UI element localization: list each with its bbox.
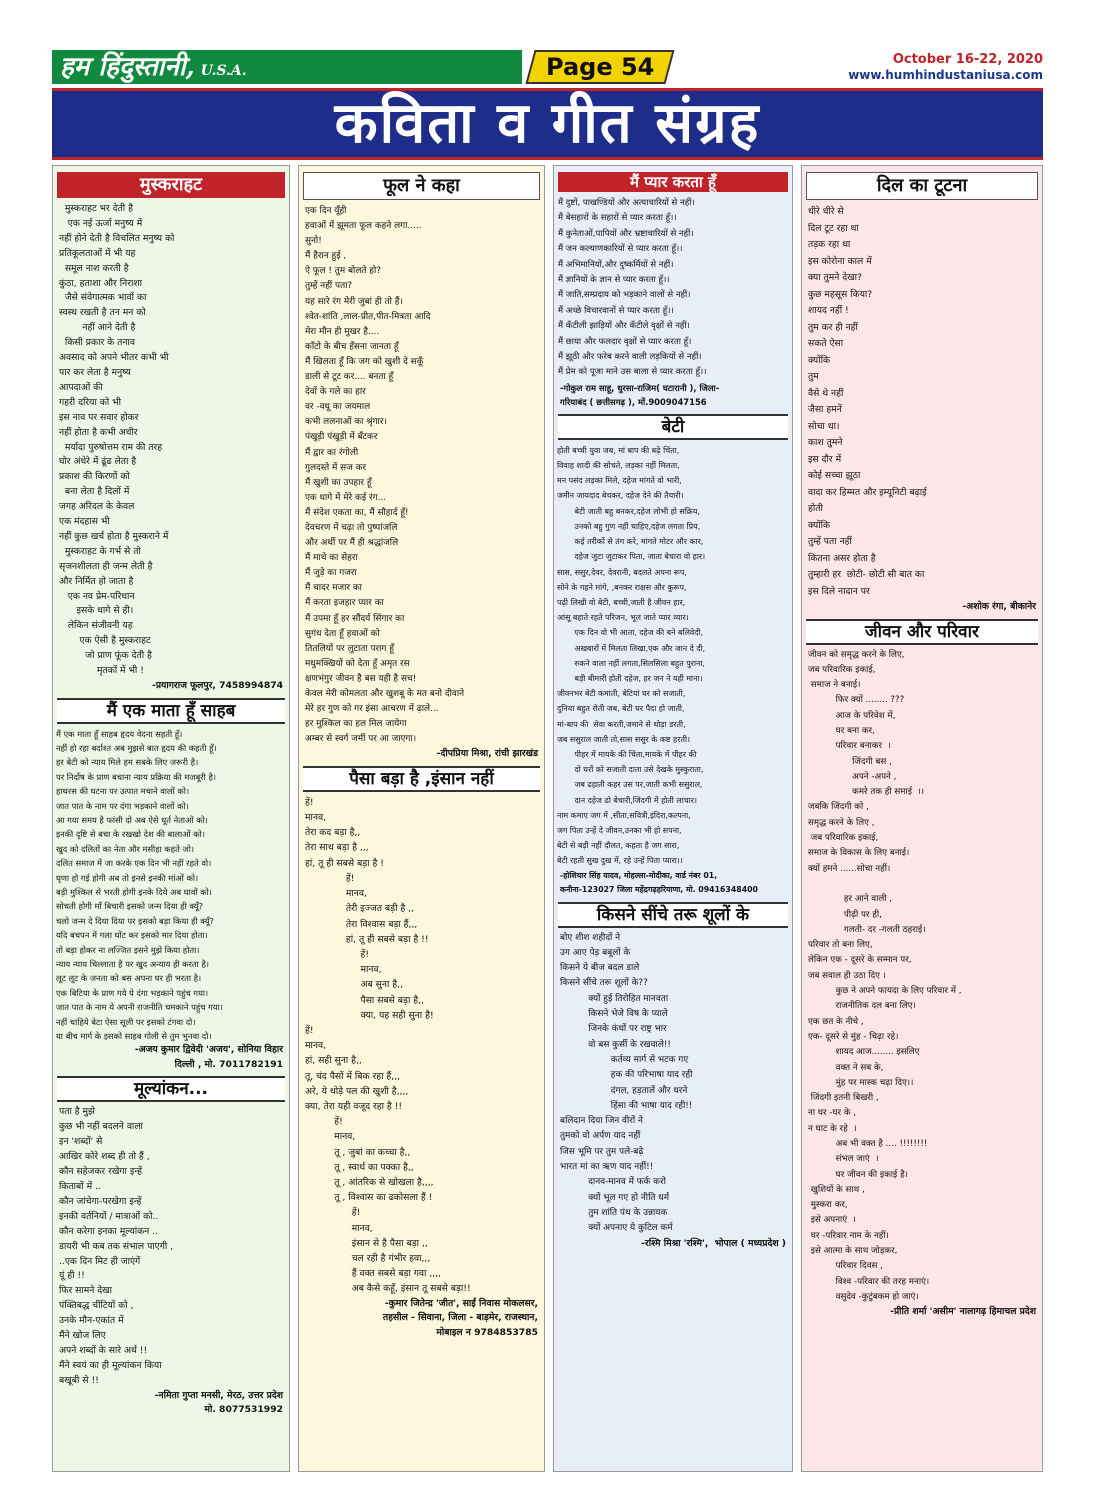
poem-author-mata: -अजय कुमार द्विवेदी 'अजय', सोनिया विहार दिल्ली , मो. 7011782191 — [134, 1044, 283, 1070]
poem-title-jeevan: जीवन और परिवार — [806, 619, 1038, 645]
page-number: Page 54 — [545, 53, 655, 81]
column-1 — [52, 165, 290, 1472]
poem-author-jeevan: -प्रीति शर्मा 'असीम' नालागढ़ हिमाचल प्रदेश — [890, 1306, 1036, 1318]
page-number-badge — [525, 50, 674, 84]
poem-title-kisne: किसने सींचे तरू शूलों के — [558, 902, 788, 928]
poem-author-beti: -होशियार सिंह यादव, मोहल्ला-मोदीका, वार्ड नंबर 01, कनीना-123027 जिला महेंद्रगढ़हरियाणा, मो. 09416348400 — [560, 870, 758, 895]
brand-name: हम हिंदुस्तानी, — [60, 52, 195, 82]
poem-author-mulyankan: -नमिता गुप्ता मनसी, मेरठ, उत्तर प्रदेश मो. 8077531992 — [154, 1389, 283, 1416]
column-3 — [553, 165, 793, 1472]
poem-author-dil: -अशोक रंगा, बीकानेर — [962, 601, 1036, 612]
poem-title-beti: बेटी — [558, 414, 788, 440]
poem-title-pyar: मैं प्यार करता हूँ — [558, 172, 788, 192]
poem-title-muskurahat: मुस्कराहट — [57, 172, 285, 198]
newspaper-brand — [52, 50, 522, 84]
poem-body-jeevan: जीवन को समृद्ध करने के लिए, जब परिवारिक इकाई, समाज ने बनाई। फिर क्यों ........ ??? आज के परिवेश में, घर बना कर, परिवार बनाकर । जिंदगी बस , अपने -अपने , कमरे तक ही समाई ।। जबकि जिंदगी को , समृद्ध करने के लिए , जब परिवारिक इकाई, समाज के विकास के लिए बनाई। क्यों हमने ......सोचा नहीं। हर आने वाली , पीढ़ी पर ही, गलती- दर -गलती ठहराई। परिवार तो बना लिए, लेकिन एक - दूसरे के सम्मान पर, जब सवाल ही उठा दिए । कुछ ने अपने फायदा के लिए परिवार में , राजनीतिक दल बना लिए। एक छत के नीचे , एक- दूसरे से मुंह - चिढ़ा रहे। शायद आज........ इसलिए वक्त ने सब के, मुंह पर मास्क चढ़ा दिए।। जिंदगी इतनी बिखरी , ना घर -घर के , न घाट के रहे । अब भी वक्त है .... !!!!!!!! संभल जाएं । घर जीवन की इकाई है। खुशियों के साथ , मुस्करा कर, इसे अपनाएं । घर -परिवार नाम के नहीं। इसे आत्मा के साथ जोड़कर, परिवार दिवस , विश्व -परिवार की तरह मनाएं। वसुदेव -कुटुंबकम हो जाएं। — [808, 649, 962, 1302]
poem-body-phool: एक दिन यूँही हवाओं में झूमता फूल कहने लगा..... सुनो! मैं हैरान हुई , ऐ फूल ! तुम बोलते हो? तुम्हें नहीं पता? यह सारे रंग मेरी जुबां ही तो हैं। श्वेत-शांति ,लाल-प्रीत,पीत-मित्रता आदि मेरा मौन ही मुखर है.... काँटो के बीच हँसना जानता हूँ मैं खिलता हूँ कि जग को खुशी दे सकूँ डाली से टूट कर.... बनता हूँ देवों के गले का हार वर -वधू का जयमाल कभी ललनाओं का श्रृंगार। पंखुड़ी पंखुड़ी में बँटकर मैं द्वार का रंगोली गुलदस्ते में सज कर मैं खुशी का उपहार हूँ एक धागे में मेरे कई रंग... मैं संदेश एकता का, मैं सौहार्द हूँ! देवचरण में चढ़ा तो पुष्पांजलि और अर्थी पर मैं ही श्रद्धांजलि मैं माथे का सेहरा मैं जुड़े का गजरा मैं चादर मजार का मैं करता इजहार प्यार का मैं उपमा हूँ हर सौंदर्य सिंगार का सुगंध देता हूँ हवाओं को तितलियों पर लुटाता पराग हूँ मधुमक्खियों को देता हूँ अमृत रस क्षणभंगुर जीवन है बस यही है सच! केवल मेरी कोमलता और खुशबू के मत बनो दीवाने मेरे हर गुण को गर इंसा आचरण में ढ़ाले... हर मुश्किल का हल मिल जायेगा अम्बर से स्वर्ग जमीं पर आ जाएगा। — [305, 206, 465, 745]
poem-title-mulyankan: मूल्यांकन... — [57, 1076, 285, 1102]
poem-title-mata: मैं एक माता हूँ साहब — [57, 698, 285, 724]
section-banner: कविता व गीत संग्रह — [52, 88, 1043, 160]
column-4 — [801, 165, 1043, 1472]
poem-title-paisa: पैसा बड़ा है ,इंसान नहीं — [303, 766, 540, 792]
website-link[interactable]: www.humhindustaniusa.com — [848, 68, 1043, 82]
poem-body-kisne: बोए शीश शहीदों ने उग आए पेड़ बबूलों के किसने ये बीज बदल डाले किसने सींचे तरू शूलों के?? क्यों हुई तिरोहित मानवता किसने भेजे विष के प्याले जिनके कंधों पर राष्ट्र भार वो बस कुर्सी के रखवाले!! कर्तव्य मार्ग से भटक गए हक की परिभाषा याद रही दंगल, हड़तालें और धरने हिंसा की भाषा याद रही!! बलिदान दिया जिन वीरों ने तुमको वो अर्पण याद नहीं जिस भूमि पर तुम पले-बढ़े भारत मां का ऋण याद नहीं!! दानव-मानव में फर्क करो क्यों भूल गए हो नीति धर्म तुम शांति पंथ के उन्नायक क्यों अपनाए ये कुटिल कर्म — [560, 932, 693, 1234]
poem-body-paisa: हें! मानव, तेरा कद बड़ा है,, तेरा साथ बड़ा है ,,, हां, तू ही सबसे बड़ा है ! हें! मानव, तेरी इज्जत बड़ी है ,, तेरा विश्वास बड़ा हैं,,, हां, तू ही सबसे बड़ा है !! हें! मानव, अब सुना है,, पैसा सबसे बड़ा है,, क्या, यह सही सुना है! हें! मानव, हां, सही सुना है,, तू, चंद पैसों में बिक रहा हैं,,, अरे, ये थोड़े पल की खुशी है,,,, क्या, तेरा यही वजूद रहा है !! हें! मानव, तू , जुबां का कच्चा है,, तू , स्वार्थ का पक्का है,, तू , आंतरिक से खोखला है,,,, तू , विश्वास का ढकोसला हैं ! हें! मानव, इंसान से है पैसा बड़ा ,, चल रही है गंभीर हवा,,, हैं वक्त सबसे बड़ा गवा ,,,, अब कैसे कहूँ, इंसान तू सबसे बड़ा!! — [305, 796, 471, 1295]
poem-title-dil: दिल का टूटना — [806, 172, 1038, 200]
column-2 — [298, 165, 545, 1472]
poem-body-mulyankan: पता है मुझे कुछ भी नहीं बदलने वाला इन 'शब्दों' से आखिर कोरे शब्द ही तो हैं , कौन सहेजकर रखेगा इन्हें किताबों में .. कौन जांचेगा-परखेगा इन्हें इनकी वर्तनियों / मात्राओं को.. कौन करेगा इनका मूल्यांकन .. डायरी भी कब तक संभाल पाएगी , ..एक दिन मिट ही जाएंगें यूं ही !! फिर सामने देखा पंक्तिबद्ध चींटियों को , उनके मौन-एकांत में मैंने खोज लिए अपने शब्दों के सारे अर्थ !! मैंने स्वयं का ही मूल्यांकन किया बखूबी से !! — [59, 1106, 174, 1386]
poem-author-muskurahat: -प्रयागराज फूलपुर, 7458994874 — [152, 680, 283, 691]
poem-author-kisne: -रश्मि मिश्रा 'रश्मि', भोपाल ( मध्यप्रदेश ) — [641, 1237, 786, 1249]
poem-body-pyar: मैं दुष्टों, पाखण्डियों और अत्याचारियों से नहीं। मैं बेसहारों के सहारों से प्यार करता हूँ।। मैं कुनेताओं,पापियों और भ्रष्टाचारियों से नहीं। मैं जन कल्याणकारियों से प्यार करता हूँ।। मैं अभिमानियों,और दुष्कर्मियों से नहीं। मैं ज्ञानियों के ज्ञान से प्यार करता हूँ।। मैं जाति,सम्प्रदाय को भड़काने वालों से नहीं। मैं अच्छे विचारवानों से प्यार करता हूँ।। मैं कँटीली झाड़ियों और कँटीले वृक्षों से नहीं। मैं छाया और फलदार वृक्षों से प्यार करता हूँ। मैं झूठी और फरेब करने वाली लड़कियों से नहीं। मैं प्रेम को पूजा माने उस बाला से प्यार करता हूँ।। — [558, 198, 707, 378]
brand-suffix: U.S.A. — [200, 63, 247, 79]
poem-body-mata: मैं एक माता हूँ साहब हृदय वेदना सहती हूँ। नहीं हो रहा बर्दाश्त अब मुझसे बात हृदय की कहती हूँ। हर बेटी को न्याय मिले हम सबके लिए जरूरी है। पर निर्दोष के प्राण बचाना न्याय प्रक्रिया की मजबूरी है। हाथरस की घटना पर उत्पात मचाने वालों को। जात पात के नाम पर दंगा भड़काने वालों को। आ गया समय है फांसी दो अब ऐसे धूर्त नेताओं को। इनकी दृष्टि से बचा के रखखो देश की बालाओं को। खुद को दलितों का नेता और मसीहा कहते जो। दलित समाज में जा करके एक दिन भी नहीं रहते वो। घृणा हो गई होगी अब तो इनसे इनकी मांओं को। बड़ी मुश्किल से भरती होगी इनके दिये अब घावों को। सोचती होगी माँ बिचारी इसको जन्म दिया ही क्यूँ? चलो जन्म दे दिया दिया पर इसको बड़ा किया ही क्यूँ? यदि बचपन में गला घोंट कर इसको मार दिया होता। तो बड़ा होकर ना लज्जित इसने मुझे किया होता। न्याय न्याय चिल्लाता है पर खुद अन्याय ही करता है। लूट लूट के जनता को बस अपना घर ही भरता है। एक बिटिया के प्राण गये ये दंगा भड़काने पहुंच गया। जात पात के नाम ये अपनी राजनीति चमकाने पहुंच गया। नहीं चाहिये बेटा ऐसा सूली पर इसको टंगवा दो। या बीच मार्ग के इसको साहब गोली से तुम भुनवा दो। — [56, 728, 223, 1042]
poem-body-beti: होती बच्ची युवा जब, मां बाप की बढ़े चिंता, विवाह शादी की सोचते, लड़का नहीं मिलता, मन पसंद लड़का मिले, दहेज मांगते वो भारी, जमीन जायदाद बेचकर, दहेज देने की तैयारी। बेटी जाती बहु बनकर,दहेज लोभी हो सक्रिय, उनको बहु गुण नहीं चाहिए,दहेज लगता प्रिय, कई तरीकों से तंग करे, मांगते मोटर और कार, दहेज जुटा जुटाकर पिता, जाता बेचारा वो हार। सास, ससुर,देवर, देवरानी, बदलते अपना रूप, सोने के गहने मांगे, ,बनकर राक्षस और कुरूप, पढ़ी लिखी वो बेटी, बच्ची,जाती है जीवन हार, आंसू बहाते रहते परिजन, भूल जाते प्यार व्यार। एक दिन वो भी आता, दहेज की बने बलिवेदी, अखबारों में मिलता लिखा,एक और जान दे दी, रुकने वाला नहीं लगता,सिलसिला बहुत पुराना, बड़ी बीमारी होती दहेज, हर जन ने यही माना। जीवनभर बेटी कमाती, बेटियां घर को सजाती, दुनिया बहुत रोती जब, बेटी घर पैदा हो जाती, मां-बाप की सेवा करती,जमाने से थोड़ा डरती, जब ससुराल जाती तो,सास ससुर के कष्ट हरती। पीहर में मायके की चिंता,मायके में पीहर की दो घरों को सजाती दाता उसे देखके मुस्कुराता, जब ढहाती कहर उस पर,जाती कभी ससुराल, दान दहेज ढो बेचारी,जिंदगी में होती लाचार। नाम कमाए जग में ,सीता,सवित्री,इंदिरा,कल्पना, जग पिता उन्हें दे जीवन,उनका भी हो सपना, बेटी से बड़ी नहीं दौलत, कहता है जग सारा, बेटी रहती सुख दुख में, रहे उन्हें पिता प्यारा।। — [557, 445, 706, 866]
poem-body-dil: धीरे धीरे से दिल टूट रहा था तड़क रहा था इस कोरोना काल में क्या तुमने देखा? कुछ महसूस किया? शायद नहीं ! तुम कर ही नहीं सकते ऐसा क्योंकि तुम वैसे थे नहीं जैसा हमनें सोचा था। काश तुमने इस दौर में कोई सच्चा झूठा वादा कर हिम्मत और इम्यूनिटी बढ़ाई होती क्योंकि तुम्हें पता नहीं कितना असर होता है तुम्हारी हर छोटी- छोटी सी बात का इस दिले नादान पर — [808, 206, 927, 597]
poem-title-phool: फूल ने कहा — [303, 172, 540, 200]
issue-date: October 16-22, 2020 — [892, 52, 1043, 67]
poem-body-muskurahat: मुस्कराहट भर देती है एक नई ऊर्जा मनुष्य में नहीं होने देती है विचलित मनुष्य को प्रतिकूलताओं में भी यह समूल नाश करती है कुंठा, हताशा और निराशा जैसे संवेगात्मक भावों का स्वस्थ रखती है तन मन को नहीं आने देती है किसी प्रकार के तनाव अवसाद को अपने भीतर कभी भी पार कर लेता है मनुष्य आपदाओं की गहरी दरिया को भी इस नाव पर सवार होकर नहीं होता है कभी अधीर मर्यादा पुरुषोत्तम राम की तरह घोर अंधेरे में ढूंढ लेता है प्रकाश की किरणों को बना लेता है दिलों में जगह अरिदल के केवल एक मंदहास भी नहीं कुछ खर्च होता है मुस्कराने में मुस्कराहट के गर्भ से तो सृजनशीलता ही जन्म लेती है और निर्मित हो जाता है एक नव प्रेम-परिधान इसके धागे से ही। लेकिन संजीवनी यह एक ऐसी है मुस्कराहट जो प्राण फूंक देती है मृतकों में भी ! — [59, 203, 175, 677]
poem-author-pyar: -गोकुल राम साहू, धुरसा-राजिम( घटारानी ), जिला- गरियाबंद ( छत्तीसगढ़ ), मों.9009047156 — [560, 382, 720, 408]
poem-author-phool: -दीपप्रिया मिश्रा, रांची झारखंड — [436, 748, 538, 760]
poem-author-paisa: -कुमार जितेन्द्र 'जीत', साईं निवास मोकलसर, तहसील - सिवाना, जिला - बाड़मेर, राजस्थान, मोबाइल न 9784853785 — [382, 1297, 538, 1338]
